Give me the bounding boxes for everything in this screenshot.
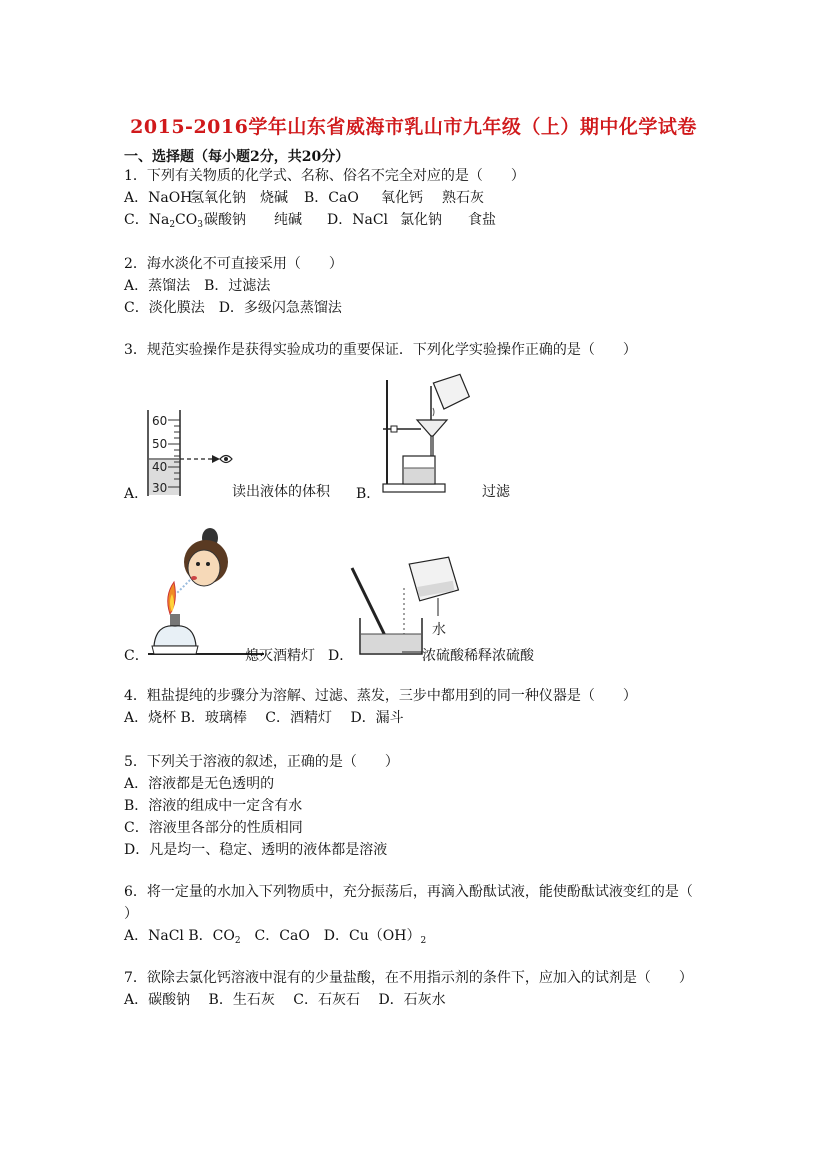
- q5-option-b: B．溶液的组成中一定含有水: [124, 798, 303, 814]
- q4-stem: 4．粗盐提纯的步骤分为溶解、过滤、蒸发，三步中都用到的同一种仪器是（ ）: [124, 688, 637, 704]
- q1-row1-a-name: 氢氧化钠: [190, 190, 246, 206]
- q3-option-d-label: D．: [328, 648, 354, 664]
- q7-stem: 7．欲除去氯化钙溶液中混有的少量盐酸，在不用指示剂的条件下，应加入的试剂是（ ）: [124, 970, 693, 986]
- cylinder-tick-40: 40: [152, 460, 168, 474]
- q3-option-c-caption: 熄灭酒精灯: [245, 648, 315, 664]
- q3-option-b-label: B．: [356, 486, 381, 502]
- q1-options-row2: [124, 210, 496, 235]
- q1-row1-b-name: 氧化钙: [381, 190, 423, 206]
- cylinder-tick-50: 50: [152, 437, 168, 451]
- water-label: 水: [432, 622, 446, 638]
- q5-option-c: C．溶液里各部分的性质相同: [124, 820, 303, 836]
- q2-options-cd: C．淡化膜法 D．多级闪急蒸馏法: [124, 300, 342, 316]
- q1-stem: 1．下列有关物质的化学式、名称、俗名不完全对应的是（ ）: [124, 168, 525, 184]
- q6-options: [124, 926, 426, 951]
- q1-row2-c-name: 碳酸钠: [204, 212, 246, 228]
- q3-option-a-caption: 读出液体的体积: [232, 484, 330, 500]
- q1-row2-d-formula: D．NaCl: [327, 212, 389, 228]
- alcohol-lamp-figure: [148, 514, 264, 660]
- q5-option-d: D．凡是均一、稳定、透明的液体都是溶液: [124, 842, 388, 858]
- cylinder-tick-60: 60: [152, 414, 168, 428]
- q1-row2-c-prefix: C．Na: [124, 212, 170, 228]
- q1-row2-d-alias: 食盐: [468, 212, 496, 228]
- q1-row1-b-formula: B．CaO: [304, 190, 359, 206]
- q1-row2-c-sub2: 3: [197, 220, 203, 230]
- q5-option-a: A．溶液都是无色透明的: [124, 776, 275, 792]
- q3-stem: 3．规范实验操作是获得实验成功的重要保证．下列化学实验操作正确的是（ ）: [124, 342, 637, 358]
- q3-option-d-caption: 浓硫酸稀释浓硫酸: [422, 648, 534, 664]
- q4-options: A．烧杯 B．玻璃棒 C．酒精灯 D．漏斗: [124, 710, 404, 726]
- q3-option-c-label: C．: [124, 648, 149, 664]
- q1-row1-b-alias: 熟石灰: [442, 190, 484, 206]
- q6-stem-continued: ）: [124, 906, 138, 922]
- q3-option-a-label: A．: [124, 486, 149, 502]
- q7-options: A．碳酸钠 B．生石灰 C．石灰石 D．石灰水: [124, 992, 446, 1008]
- page-title: 2015-2016学年山东省威海市乳山市九年级（上）期中化学试卷: [130, 116, 697, 138]
- graduated-cylinder-figure: [140, 406, 236, 500]
- q1-row2-c-mid: CO: [175, 212, 198, 228]
- q2-stem: 2．海水淡化不可直接采用（ ）: [124, 256, 343, 272]
- q1-row1-a-alias: 烧碱: [260, 190, 288, 206]
- q1-row1-a-formula: A．NaOH: [124, 190, 193, 206]
- q3-option-b-caption: 过滤: [482, 484, 510, 500]
- q6-options-c-d: C．CaO D．Cu（OH）: [240, 928, 421, 944]
- q6-options-oh2-sub: 2: [420, 936, 427, 946]
- q5-stem: 5．下列关于溶液的叙述，正确的是（ ）: [124, 754, 399, 770]
- q1-row2-d-name: 氯化钠: [400, 212, 442, 228]
- q2-options-ab: A．蒸馏法 B．过滤法: [124, 278, 271, 294]
- q1-row2-c-sub1: 2: [169, 220, 176, 230]
- section-heading: 一、选择题（每小题2分，共20分）: [124, 149, 350, 165]
- filtration-figure: [375, 372, 485, 496]
- q6-stem: 6．将一定量的水加入下列物质中，充分振荡后，再滴入酚酞试液，能使酚酞试液变红的是（: [124, 884, 693, 900]
- q6-options-co2-sub: 2: [234, 936, 241, 946]
- q1-row2-c-alias: 纯碱: [274, 212, 302, 228]
- q6-options-a-b: A．NaCl B．CO: [124, 928, 235, 944]
- q1-options-row1: [124, 188, 484, 208]
- cylinder-tick-30: 30: [152, 481, 168, 495]
